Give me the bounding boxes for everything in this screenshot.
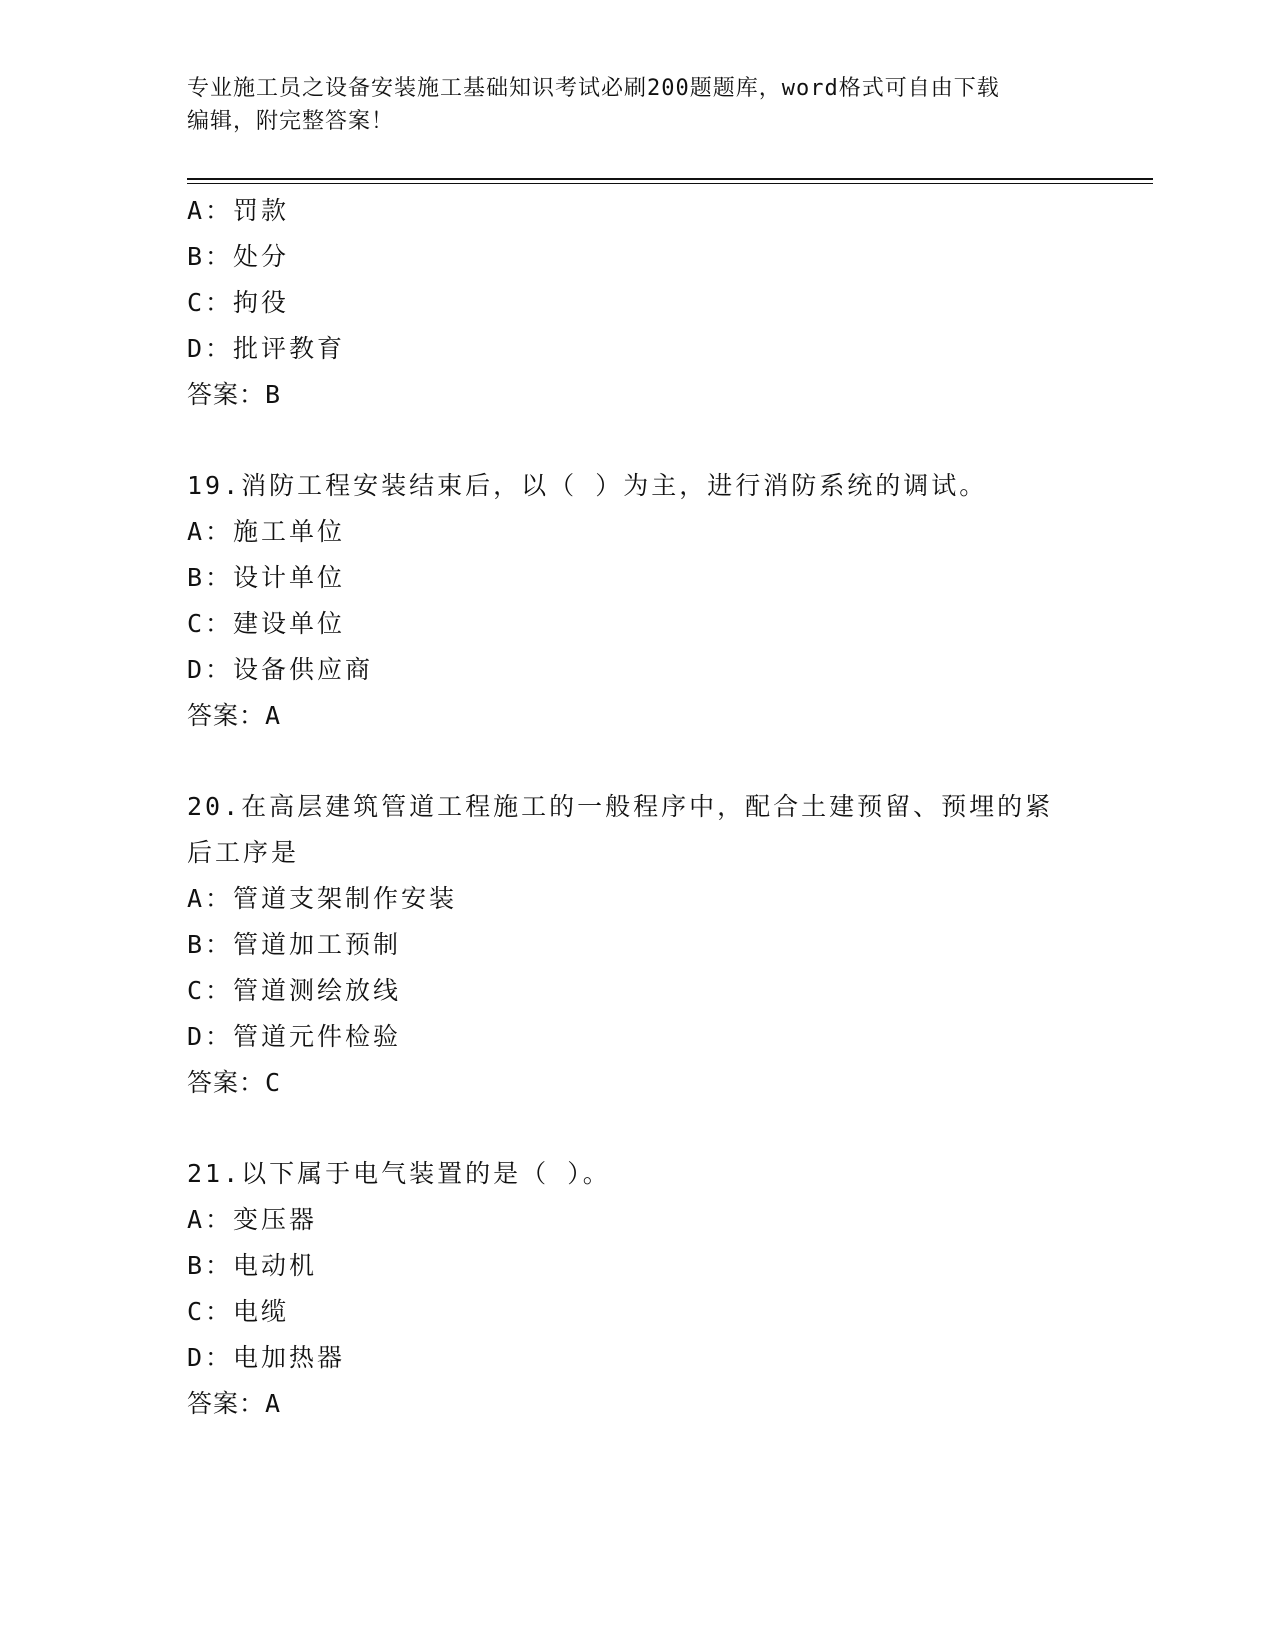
question-text: 19.消防工程安装结束后，以（ ）为主，进行消防系统的调试。 (187, 471, 988, 500)
option-c: C：电缆 (187, 1297, 290, 1326)
question-text-continued: 后工序是 (187, 838, 300, 867)
question-list (187, 188, 1087, 1427)
question-block (187, 463, 1087, 739)
answer-line: 答案：A (187, 1389, 282, 1418)
answer-line: 答案：A (187, 701, 282, 730)
option-b: B：电动机 (187, 1251, 318, 1280)
document-header (187, 72, 1087, 138)
question-block (187, 1151, 1087, 1427)
block-spacer (187, 1106, 1087, 1151)
answer-line: 答案：B (187, 380, 282, 409)
header-line-2: 编辑，附完整答案！ (187, 109, 395, 134)
header-line-1: 专业施工员之设备安装施工基础知识考试必刷200题题库，word格式可自由下载 (187, 76, 1000, 101)
option-b: B：管道加工预制 (187, 930, 402, 959)
option-a: A：施工单位 (187, 517, 346, 546)
option-a: A：管道支架制作安装 (187, 884, 458, 913)
option-d: D：设备供应商 (187, 655, 374, 684)
option-b: B：处分 (187, 242, 290, 271)
block-spacer (187, 739, 1087, 784)
option-a: A：变压器 (187, 1205, 318, 1234)
option-d: D：管道元件检验 (187, 1022, 402, 1051)
option-a: A：罚款 (187, 196, 290, 225)
header-rule-thin (187, 183, 1153, 184)
option-d: D：电加热器 (187, 1343, 346, 1372)
option-c: C：拘役 (187, 288, 290, 317)
question-text: 20.在高层建筑管道工程施工的一般程序中，配合土建预留、预埋的紧 (187, 792, 1054, 821)
question-block (187, 784, 1087, 1106)
option-c: C：管道测绘放线 (187, 976, 402, 1005)
block-spacer (187, 418, 1087, 463)
option-b: B：设计单位 (187, 563, 346, 592)
option-d: D：批评教育 (187, 334, 346, 363)
option-c: C：建设单位 (187, 609, 346, 638)
question-block (187, 188, 1087, 418)
answer-line: 答案：C (187, 1068, 282, 1097)
header-rule-thick (187, 178, 1153, 180)
question-text: 21.以下属于电气装置的是（ ）。 (187, 1159, 611, 1188)
